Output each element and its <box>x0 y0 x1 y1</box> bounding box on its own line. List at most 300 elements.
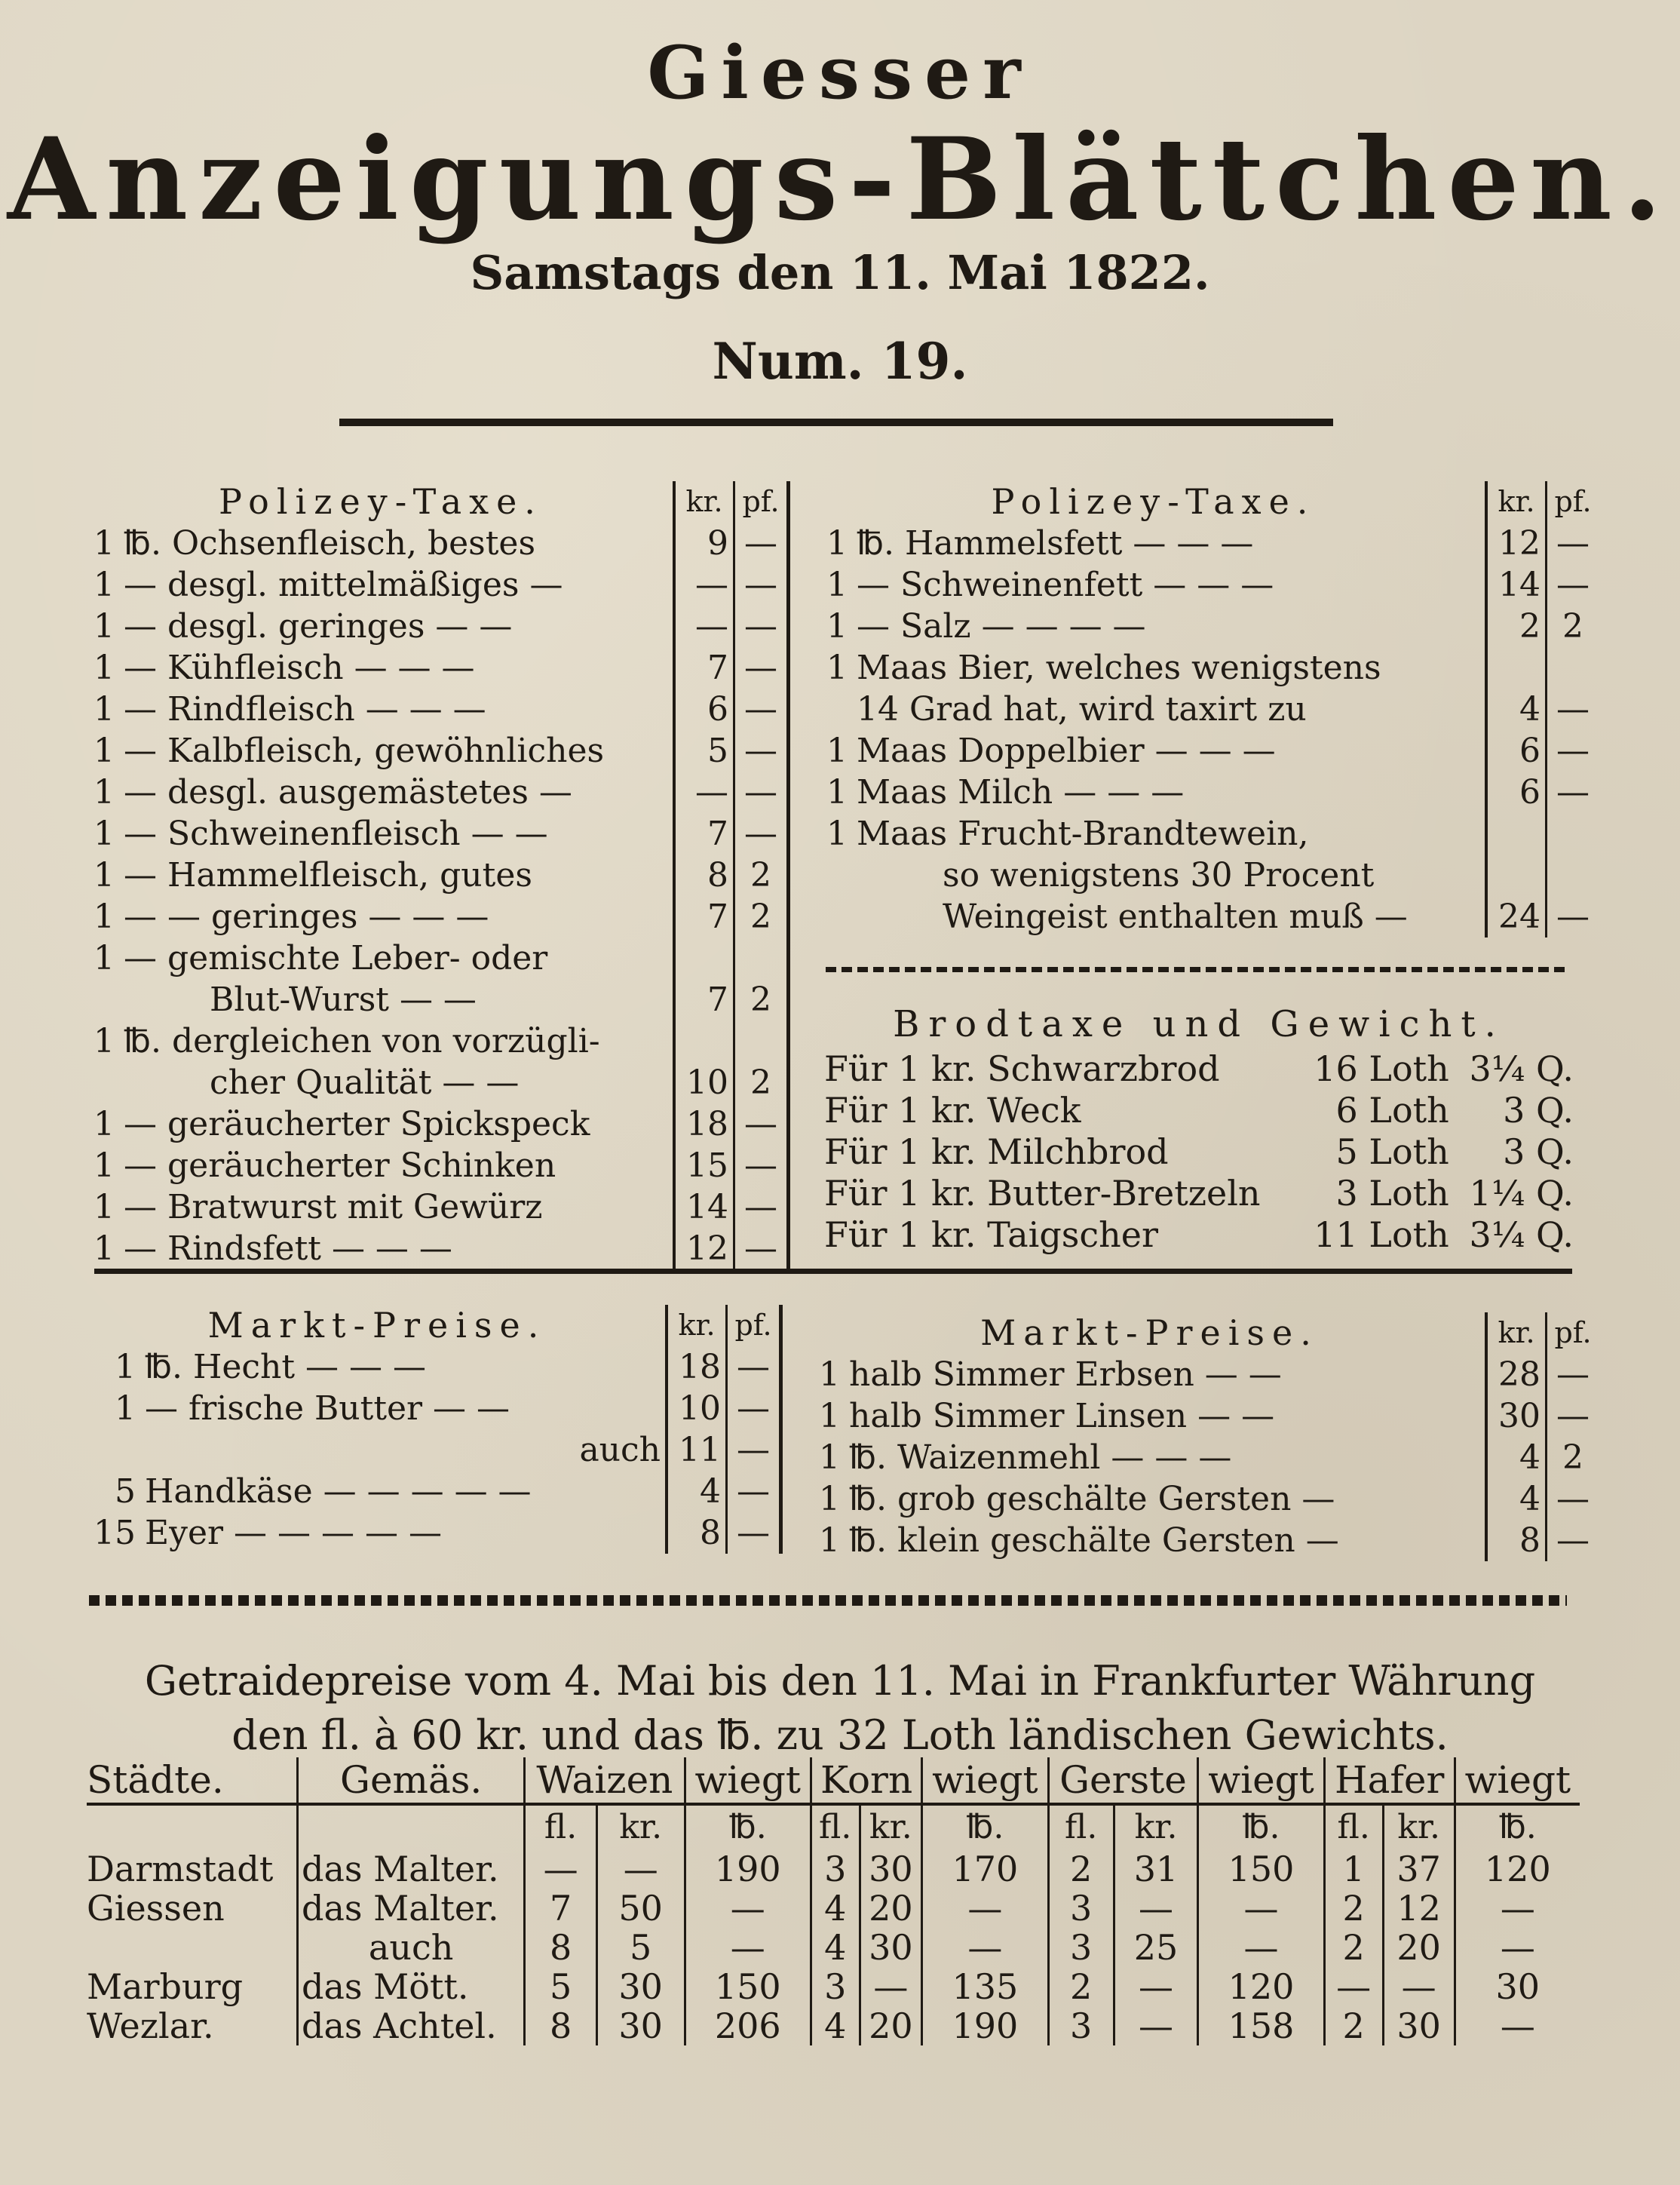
price-pf: — <box>1556 524 1590 563</box>
grain-value-w-fl: — <box>525 1849 597 1889</box>
bread-row <box>818 1131 1580 1173</box>
quantity: 1 <box>94 607 115 646</box>
price-pf: — <box>734 730 789 772</box>
measure: auch <box>298 1928 525 1967</box>
price-pf: — <box>734 1145 789 1186</box>
grain-value-g-kr: — <box>1114 2006 1198 2045</box>
price-kr: 14 <box>674 1186 734 1228</box>
grain-value-w-fl: 7 <box>525 1889 597 1928</box>
grain-row <box>87 1928 1580 1967</box>
bread-label: Für 1 kr. Weck <box>824 1090 1081 1131</box>
price-kr: 6 <box>1486 772 1547 813</box>
item-name: — geräucherter Spickspeck <box>124 1105 590 1143</box>
quantity: 1 <box>94 732 115 770</box>
kr-header: kr. <box>1486 1312 1547 1354</box>
bread-row <box>818 1214 1580 1256</box>
grain-value-k-fl: 3 <box>811 1849 860 1889</box>
quantity: 1 <box>94 773 115 812</box>
quantity: 1 <box>94 1188 115 1226</box>
grain-value-w-lb: — <box>685 1889 811 1928</box>
price-row <box>822 730 1599 772</box>
price-row <box>822 772 1599 813</box>
header-wiegt: wiegt <box>922 1757 1048 1804</box>
price-kr: 4 <box>1486 1478 1547 1520</box>
grain-value-h-lb: 120 <box>1484 1849 1551 1889</box>
grain-value-h-lb: — <box>1500 2005 1535 2046</box>
price-kr: 24 <box>1486 896 1547 938</box>
price-pf: 2 <box>734 855 789 896</box>
quantity: 1 <box>94 939 115 977</box>
price-kr: 18 <box>674 1103 734 1145</box>
item-name: ℔. grob geschälte Gersten — <box>849 1480 1335 1518</box>
kr-header: kr. <box>1486 481 1547 523</box>
header-lb: ℔. <box>685 1804 811 1849</box>
markt-preise-left-table <box>89 1305 783 1554</box>
price-pf: — <box>734 564 789 606</box>
bread-label: Für 1 kr. Milchbrod <box>824 1131 1169 1172</box>
header-wiegt: wiegt <box>1455 1757 1580 1804</box>
grain-value-k-fl: 4 <box>811 1889 860 1928</box>
item-name: halb Simmer Linsen — — <box>849 1397 1275 1435</box>
price-row <box>89 606 789 647</box>
bread-quentchen: 3 Q. <box>1503 1131 1574 1172</box>
bread-quentchen: 1¼ Q. <box>1469 1173 1574 1214</box>
price-pf: — <box>734 523 789 564</box>
item-name: Maas Doppelbier — — — <box>857 732 1276 770</box>
brodtaxe-table <box>818 1048 1580 1256</box>
price-kr: 2 <box>1486 606 1547 647</box>
price-pf: 2 <box>1562 607 1583 646</box>
quantity: 1 <box>94 1022 115 1060</box>
price-row <box>89 1186 789 1228</box>
grain-value-g-fl: 3 <box>1048 1889 1114 1928</box>
price-row <box>89 1471 781 1512</box>
quantity: 1 <box>819 1480 840 1518</box>
price-row <box>89 1020 789 1062</box>
price-row <box>89 1429 781 1471</box>
grain-value-h-kr: 20 <box>1383 1928 1455 1967</box>
quantity: 1 <box>115 1389 136 1428</box>
item-name: — Kühfleisch — — — <box>124 649 475 687</box>
quantity: 1 <box>115 1348 136 1386</box>
header-kr: kr. <box>1114 1804 1198 1849</box>
quantity: 1 <box>819 1397 840 1435</box>
quantity: 1 <box>819 1521 840 1560</box>
quantity: 5 <box>115 1472 136 1511</box>
grain-row <box>87 1849 1580 1889</box>
item-name: — desgl. geringes — — <box>124 607 513 646</box>
city-name: Marburg <box>87 1967 298 2006</box>
item-name: — — geringes — — — <box>124 898 489 936</box>
quantity: 1 <box>94 1146 115 1185</box>
grain-value-h-fl: 1 <box>1324 1849 1383 1889</box>
quantity: 1 <box>94 649 115 687</box>
price-pf: — <box>734 606 789 647</box>
header-kr: kr. <box>1383 1804 1455 1849</box>
price-kr: 7 <box>674 813 734 855</box>
price-kr: 10 <box>674 1062 734 1103</box>
bread-weight: 16 Loth <box>1314 1048 1449 1089</box>
price-row <box>822 647 1599 689</box>
grain-value-g-fl: 2 <box>1048 1849 1114 1889</box>
price-kr: 30 <box>1486 1395 1547 1437</box>
price-pf: — <box>1556 773 1590 812</box>
price-row <box>89 772 789 813</box>
price-pf: — <box>734 1103 789 1145</box>
grain-value-h-kr: 30 <box>1383 2006 1455 2045</box>
item-name: — desgl. ausgemästetes — <box>124 773 572 812</box>
item-name: so wenigstens 30 Procent <box>943 856 1375 895</box>
price-kr: 9 <box>674 523 734 564</box>
price-kr: 11 <box>667 1429 727 1471</box>
item-name: ℔. Hecht — — — <box>145 1348 426 1386</box>
brodtaxe-title: Brodtaxe und Gewicht. <box>893 1003 1505 1045</box>
price-kr: 6 <box>1486 730 1547 772</box>
item-name: Maas Milch — — — <box>857 773 1185 812</box>
quantity: 1 <box>826 773 848 812</box>
markt-right-title: Markt-Preise. <box>980 1312 1319 1353</box>
bread-weight: 6 Loth <box>1335 1090 1449 1131</box>
price-pf: — <box>1556 1480 1590 1518</box>
item-name: — frische Butter — — <box>145 1389 510 1428</box>
grain-value-h-lb: — <box>1500 1888 1535 1929</box>
price-pf: — <box>1556 1397 1590 1435</box>
issue-number: Num. 19. <box>712 332 968 391</box>
grain-value-k-kr: 20 <box>860 1889 922 1928</box>
measure: das Achtel. <box>298 2006 525 2045</box>
header-kr: kr. <box>596 1804 685 1849</box>
item-name: — geräucherter Schinken <box>124 1146 556 1185</box>
grain-value-w-kr: 5 <box>596 1928 685 1967</box>
price-kr <box>1486 855 1547 896</box>
price-pf: — <box>727 1346 781 1388</box>
price-kr: 12 <box>674 1228 734 1269</box>
header-wiegt: wiegt <box>1198 1757 1324 1804</box>
price-pf: — <box>727 1388 781 1429</box>
price-row <box>89 647 789 689</box>
grain-value-w-kr: 30 <box>596 1967 685 2006</box>
section-divider <box>826 967 1565 972</box>
section-divider <box>94 1269 1572 1274</box>
quantity: 1 <box>826 732 848 770</box>
grain-value-g-kr: — <box>1114 1889 1198 1928</box>
price-kr <box>674 938 734 979</box>
grain-value-h-kr: 37 <box>1383 1849 1455 1889</box>
price-row <box>89 1228 789 1269</box>
price-row <box>89 523 789 564</box>
price-kr: — <box>674 772 734 813</box>
quantity: 1 <box>826 815 848 853</box>
item-name: ℔. Waizenmehl — — — <box>849 1438 1232 1477</box>
quantity: 1 <box>94 898 115 936</box>
price-kr: 12 <box>1486 523 1547 564</box>
price-kr: 8 <box>1486 1520 1547 1561</box>
quantity <box>822 689 852 730</box>
quantity: 1 <box>826 566 848 604</box>
price-kr: 10 <box>667 1388 727 1429</box>
price-kr: 5 <box>674 730 734 772</box>
grain-value-w-kr: 30 <box>596 2006 685 2045</box>
quantity: 1 <box>94 566 115 604</box>
grain-value-k-kr: — <box>860 1967 922 2006</box>
price-kr: — <box>674 564 734 606</box>
price-pf <box>1547 647 1599 689</box>
grain-row <box>87 1889 1580 1928</box>
item-name: Maas Bier, welches wenigstens <box>857 649 1381 687</box>
price-row <box>89 979 789 1020</box>
grain-value-w-lb: 206 <box>685 2006 811 2045</box>
grain-value-w-fl: 8 <box>525 2006 597 2045</box>
header-lb: ℔. <box>1198 1804 1324 1849</box>
polizey-taxe-right-table <box>822 481 1599 938</box>
grain-value-h-fl: 2 <box>1324 1889 1383 1928</box>
bread-label: Für 1 kr. Taigscher <box>824 1214 1158 1255</box>
bread-label: Für 1 kr. Butter-Bretzeln <box>824 1173 1261 1214</box>
quantity <box>822 896 852 938</box>
grain-value-w-lb: 150 <box>685 1967 811 2006</box>
header-korn: Korn <box>811 1757 921 1804</box>
price-kr: 8 <box>667 1512 727 1554</box>
grain-value-h-lb: 30 <box>1495 1966 1541 2007</box>
kr-header: kr. <box>674 481 734 523</box>
quantity: 15 <box>94 1514 136 1552</box>
masthead-title: Anzeigungs-Blättchen. <box>7 113 1673 246</box>
price-row <box>814 1520 1599 1561</box>
price-row <box>89 689 789 730</box>
item-name: — desgl. mittelmäßiges — <box>124 566 563 604</box>
grain-value-k-kr: 30 <box>860 1928 922 1967</box>
markt-preise-right-table <box>814 1312 1599 1561</box>
price-kr: — <box>674 606 734 647</box>
grain-value-w-kr: 50 <box>596 1889 685 1928</box>
header-wiegt: wiegt <box>685 1757 811 1804</box>
city-name: Wezlar. <box>87 2006 298 2045</box>
measure: das Mött. <box>298 1967 525 2006</box>
price-row <box>814 1395 1599 1437</box>
item-name: — Salz — — — — <box>857 607 1146 646</box>
item-name: Blut-Wurst — — <box>210 980 477 1019</box>
quantity <box>89 979 119 1020</box>
grain-heading-line1: Getraidepreise vom 4. Mai bis den 11. Mai in Frankfurter Währung <box>144 1657 1536 1705</box>
price-row <box>89 1145 789 1186</box>
grain-value-g-lb: 150 <box>1198 1849 1324 1889</box>
grain-value-g-kr: — <box>1114 1967 1198 2006</box>
quantity: 1 <box>94 690 115 729</box>
grain-value-w-fl: 5 <box>525 1967 597 2006</box>
price-row <box>89 1512 781 1554</box>
item-name: cher Qualität — — <box>210 1063 520 1102</box>
price-row <box>89 938 789 979</box>
quantity: 1 <box>826 524 848 563</box>
quantity: 1 <box>94 856 115 895</box>
item-name: ℔. klein geschälte Gersten — <box>849 1521 1339 1560</box>
grain-value-g-fl: 3 <box>1048 2006 1114 2045</box>
price-pf: — <box>734 813 789 855</box>
price-kr: 7 <box>674 647 734 689</box>
price-kr: 7 <box>674 896 734 938</box>
masthead-rule <box>339 419 1333 426</box>
bread-weight: 3 Loth <box>1335 1173 1449 1214</box>
grain-value-k-lb: 170 <box>922 1849 1048 1889</box>
price-pf: 2 <box>734 979 789 1020</box>
city-name <box>87 1928 298 1967</box>
grain-value-g-fl: 2 <box>1048 1967 1114 2006</box>
grain-value-k-kr: 30 <box>860 1849 922 1889</box>
pf-header: pf. <box>727 1305 781 1346</box>
item-name: Handkäse — — — — — <box>145 1472 532 1511</box>
item-name: — Rindfleisch — — — <box>124 690 486 729</box>
price-row <box>822 606 1599 647</box>
price-kr <box>1486 813 1547 855</box>
price-pf: — <box>734 689 789 730</box>
price-pf: — <box>727 1471 781 1512</box>
price-pf <box>1547 813 1599 855</box>
price-row <box>814 1354 1599 1395</box>
item-name: ℔. Hammelsfett — — — <box>857 524 1254 563</box>
price-row <box>822 564 1599 606</box>
price-pf: — <box>1556 566 1590 604</box>
grain-value-w-fl: 8 <box>525 1928 597 1967</box>
item-name: auch <box>579 1431 661 1469</box>
item-name: — Rindsfett — — — <box>124 1229 452 1268</box>
price-kr: 14 <box>1486 564 1547 606</box>
price-pf: — <box>1556 1355 1590 1394</box>
price-kr <box>1486 647 1547 689</box>
price-row <box>89 1062 789 1103</box>
price-pf: 2 <box>734 1062 789 1103</box>
item-name: ℔. dergleichen von vorzügli- <box>124 1022 600 1060</box>
item-name: — Bratwurst mit Gewürz <box>124 1188 543 1226</box>
price-pf: — <box>734 1228 789 1269</box>
grain-value-h-kr: — <box>1383 1967 1455 2006</box>
grain-value-h-fl: 2 <box>1324 2006 1383 2045</box>
grain-value-w-lb: 190 <box>685 1849 811 1889</box>
grain-value-g-kr: 25 <box>1114 1928 1198 1967</box>
price-pf: 2 <box>734 896 789 938</box>
quantity: 1 <box>819 1355 840 1394</box>
header-measure: Gemäs. <box>298 1757 525 1804</box>
grain-value-h-lb: — <box>1500 1927 1535 1968</box>
pf-header: pf. <box>734 481 789 523</box>
price-pf: — <box>727 1429 781 1471</box>
price-pf: — <box>734 1186 789 1228</box>
grain-value-w-kr: — <box>596 1849 685 1889</box>
masthead-line1: Giesser <box>647 30 1033 115</box>
bread-weight: 11 Loth <box>1314 1214 1449 1255</box>
price-kr: 7 <box>674 979 734 1020</box>
quantity <box>89 1429 140 1471</box>
grain-value-h-fl: — <box>1324 1967 1383 2006</box>
price-pf: — <box>734 772 789 813</box>
measure: das Malter. <box>298 1889 525 1928</box>
header-fl: fl. <box>811 1804 860 1849</box>
bread-row <box>818 1090 1580 1131</box>
header-kr: kr. <box>860 1804 922 1849</box>
price-kr: 8 <box>674 855 734 896</box>
price-row <box>89 730 789 772</box>
polizey-taxe-left-table <box>89 481 790 1269</box>
price-row <box>814 1437 1599 1478</box>
quantity <box>822 855 852 896</box>
price-pf: 2 <box>1562 1438 1583 1477</box>
bread-label: Für 1 kr. Schwarzbrod <box>824 1048 1220 1089</box>
item-name: Maas Frucht-Brandtewein, <box>857 815 1309 853</box>
city-name: Giessen <box>87 1889 298 1928</box>
price-pf: — <box>1556 690 1590 729</box>
grain-value-k-fl: 3 <box>811 1967 860 2006</box>
grain-value-k-kr: 20 <box>860 2006 922 2045</box>
bread-row <box>818 1173 1580 1214</box>
grain-row <box>87 2006 1580 2045</box>
grain-value-g-fl: 3 <box>1048 1928 1114 1967</box>
grain-value-k-lb: 190 <box>922 2006 1048 2045</box>
grain-row <box>87 1967 1580 2006</box>
header-lb: ℔. <box>1498 1808 1537 1846</box>
price-pf: — <box>1556 1521 1590 1560</box>
price-row <box>822 689 1599 730</box>
price-kr: 4 <box>667 1471 727 1512</box>
price-row <box>89 855 789 896</box>
grain-value-k-fl: 4 <box>811 2006 860 2045</box>
grain-value-k-lb: — <box>922 1889 1048 1928</box>
issue-date: Samstags den 11. Mai 1822. <box>470 245 1210 300</box>
price-kr: 6 <box>674 689 734 730</box>
bread-quentchen: 3¼ Q. <box>1469 1214 1574 1255</box>
bread-weight: 5 Loth <box>1335 1131 1449 1172</box>
quantity: 1 <box>94 815 115 853</box>
quantity: 1 <box>94 524 115 563</box>
price-row <box>822 523 1599 564</box>
measure: das Malter. <box>298 1849 525 1889</box>
item-name: 14 Grad hat, wird taxirt zu <box>857 690 1307 729</box>
price-row <box>89 813 789 855</box>
header-fl: fl. <box>525 1804 597 1849</box>
item-name: Weingeist enthalten muß — <box>943 898 1408 936</box>
grain-value-g-lb: — <box>1198 1928 1324 1967</box>
pf-header: pf. <box>1554 485 1592 518</box>
bread-quentchen: 3 Q. <box>1503 1090 1574 1131</box>
header-fl: fl. <box>1324 1804 1383 1849</box>
price-row <box>89 564 789 606</box>
ornamental-divider <box>89 1595 1567 1606</box>
grain-value-k-lb: 135 <box>922 1967 1048 2006</box>
price-pf: — <box>734 647 789 689</box>
item-name: ℔. Ochsenfleisch, bestes <box>124 524 536 563</box>
price-pf <box>734 1020 789 1062</box>
grain-value-w-lb: — <box>685 1928 811 1967</box>
pf-header: pf. <box>1554 1316 1592 1349</box>
quantity: 1 <box>94 1105 115 1143</box>
city-name: Darmstadt <box>87 1849 298 1889</box>
bread-quentchen: 3¼ Q. <box>1469 1048 1574 1089</box>
polizey-right-title: Polizey-Taxe. <box>991 481 1316 522</box>
price-row <box>89 1388 781 1429</box>
item-name: — Hammelfleisch, gutes <box>124 856 532 895</box>
price-pf: — <box>1556 732 1590 770</box>
header-gerste: Gerste <box>1048 1757 1198 1804</box>
price-row <box>822 896 1599 938</box>
price-kr: 4 <box>1486 1437 1547 1478</box>
item-name: — gemischte Leber- oder <box>124 939 548 977</box>
grain-value-h-fl: 2 <box>1324 1928 1383 1967</box>
grain-value-g-lb: — <box>1198 1889 1324 1928</box>
header-city: Städte. <box>87 1757 298 1804</box>
price-row <box>89 1103 789 1145</box>
header-waizen: Waizen <box>525 1757 685 1804</box>
price-row <box>89 896 789 938</box>
price-pf <box>734 938 789 979</box>
quantity: 1 <box>94 1229 115 1268</box>
